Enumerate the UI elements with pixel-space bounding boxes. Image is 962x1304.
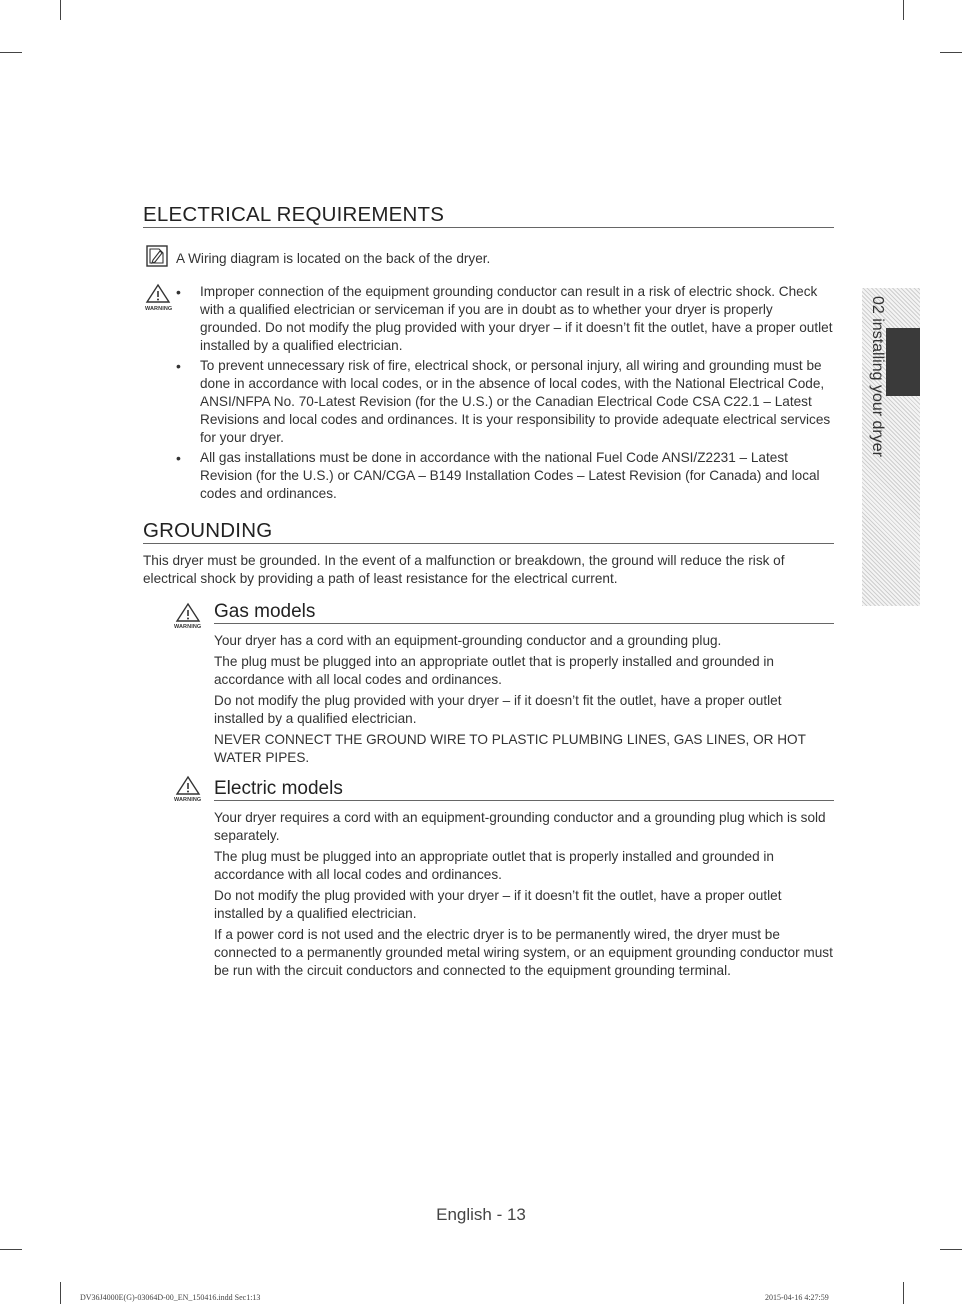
crop-mark xyxy=(0,1249,22,1250)
paragraph: Your dryer requires a cord with an equipment-grounding conductor and a grounding plug which is sold separately. xyxy=(214,810,826,843)
section-rule xyxy=(143,543,834,544)
paragraph: Do not modify the plug provided with your dryer – if it doesn’t fit the outlet, have a proper outlet installed by a qualified electrician. xyxy=(214,693,782,726)
section-title-electrical: ELECTRICAL REQUIREMENTS xyxy=(143,203,445,226)
warning-label: WARNING xyxy=(174,624,202,630)
electric-models-body xyxy=(214,809,834,980)
grounding-intro: This dryer must be grounded. In the event of a malfunction or breakdown, the ground will reduce the risk of electrical shock by providing a path of least resistance for the electrical current. xyxy=(143,553,785,586)
crop-mark xyxy=(60,0,61,20)
paragraph: The plug must be plugged into an appropriate outlet that is properly installed and grounded in accordance with all local codes and ordinances. xyxy=(214,849,774,882)
page-number: English - 13 xyxy=(436,1205,526,1224)
bullet-item: • All gas installations must be done in accordance with the national Fuel Code ANSI/Z2231 – Latest Revision (for the U.S.) or CAN/CGA – B149 Installation Codes – Latest Revision (for Canada) and local codes and ordinances. xyxy=(174,449,834,503)
bullet-item: • To prevent unnecessary risk of fire, electrical shock, or personal injury, all wiring and grounding must be done in accordance with local codes, or in the absence of local codes, with the National Electrical Code, ANSI/NFPA No. 70-Latest Revision (for the U.S.) or the Canadian Electrical Code CSA C22.1 – Latest Revisions and local codes and ordinances. It is your responsibility to provide adequate electrical services for your dryer. xyxy=(174,357,834,447)
gas-models-title: Gas models xyxy=(214,601,316,622)
note-icon xyxy=(146,245,168,267)
file-info: DV36J4000E(G)-03064D-00_EN_150416.indd Sec1:13 xyxy=(80,1293,261,1302)
warning-icon xyxy=(173,775,203,795)
warning-icon xyxy=(173,602,203,622)
paragraph: If a power cord is not used and the electric dryer is to be permanently wired, the dryer must be connected to a permanently grounded metal wiring system, or an equipment grounding conductor must be run with the circuit conductors and connected to the equipment grounding terminal. xyxy=(214,927,833,978)
section-title-grounding: GROUNDING xyxy=(143,519,273,542)
subsection-rule xyxy=(214,800,834,801)
crop-mark xyxy=(60,1282,61,1304)
electrical-bullet-list xyxy=(174,283,834,503)
crop-mark xyxy=(940,1249,962,1250)
paragraph: Do not modify the plug provided with your dryer – if it doesn’t fit the outlet, have a proper outlet installed by a qualified electrician. xyxy=(214,888,782,921)
chapter-tab-label: 02 installing your dryer xyxy=(869,296,886,457)
gas-models-body xyxy=(214,632,834,767)
paragraph: NEVER CONNECT THE GROUND WIRE TO PLASTIC PLUMBING LINES, GAS LINES, OR HOT WATER PIPES. xyxy=(214,732,806,765)
paragraph: The plug must be plugged into an appropriate outlet that is properly installed and grounded in accordance with all local codes and ordinances. xyxy=(214,654,774,687)
electric-models-title: Electric models xyxy=(214,778,343,799)
wiring-note: A Wiring diagram is located on the back of the dryer. xyxy=(176,251,491,266)
crop-mark xyxy=(903,1282,904,1304)
warning-label: WARNING xyxy=(174,797,202,803)
crop-mark xyxy=(903,0,904,20)
crop-mark xyxy=(940,52,962,53)
bullet-item: • Improper connection of the equipment grounding conductor can result in a risk of electric shock. Check with a qualified electrician or serviceman if you are in doubt as to whether your dryer is properly grounded. Do not modify the plug provided with your dryer – if it doesn’t fit the outlet, have a proper outlet installed by a qualified electrician. xyxy=(174,283,834,355)
print-date: 2015-04-16 4:27:59 xyxy=(765,1293,829,1302)
section-rule xyxy=(143,227,834,228)
chapter-tab-marker xyxy=(886,328,920,396)
warning-icon xyxy=(143,283,173,303)
crop-mark xyxy=(0,52,22,53)
warning-label: WARNING xyxy=(145,306,173,312)
subsection-rule xyxy=(214,623,834,624)
paragraph: Your dryer has a cord with an equipment-grounding conductor and a grounding plug. xyxy=(214,633,722,648)
